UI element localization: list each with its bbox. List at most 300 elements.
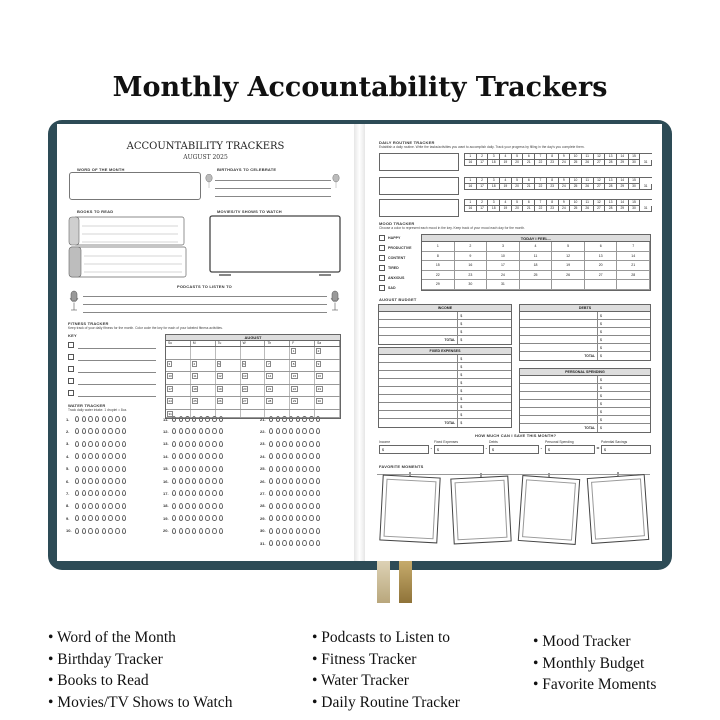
routine-day-cell[interactable]: 18 <box>488 184 500 190</box>
mood-key-swatch[interactable] <box>379 275 385 281</box>
routine-day-cell[interactable]: 14 <box>617 154 629 160</box>
water-droplet-icon[interactable] <box>185 515 189 521</box>
savings-amount-box[interactable]: $ <box>379 445 429 454</box>
water-droplet-icon[interactable] <box>296 528 300 534</box>
budget-amount-cell[interactable]: $ <box>460 357 463 361</box>
water-droplet-icon[interactable] <box>205 515 209 521</box>
fitness-key-swatch[interactable] <box>68 366 74 372</box>
water-droplet-icon[interactable] <box>179 478 183 484</box>
fitness-key-swatch[interactable] <box>68 390 74 396</box>
routine-day-cell[interactable]: 9 <box>559 200 571 206</box>
water-droplet-icon[interactable] <box>302 441 306 447</box>
calendar-day[interactable] <box>265 360 290 372</box>
budget-amount-cell[interactable]: $ <box>460 322 463 326</box>
budget-amount-cell[interactable]: $ <box>460 314 463 318</box>
mood-day-cell[interactable]: 14 <box>617 252 650 261</box>
water-droplet-icon[interactable] <box>282 490 286 496</box>
routine-day-cell[interactable]: 14 <box>617 200 629 206</box>
routine-day-cell[interactable]: 5 <box>512 154 524 160</box>
routine-day-cell[interactable]: 13 <box>605 178 617 184</box>
water-droplet-icon[interactable] <box>276 428 280 434</box>
routine-day-cell[interactable]: 21 <box>523 206 535 212</box>
water-droplet-icon[interactable] <box>179 428 183 434</box>
water-droplet-icon[interactable] <box>172 466 176 472</box>
photo-frame[interactable] <box>379 475 440 544</box>
water-droplet-icon[interactable] <box>95 528 99 534</box>
water-droplet-icon[interactable] <box>199 428 203 434</box>
water-droplet-icon[interactable] <box>276 478 280 484</box>
water-droplet-icon[interactable] <box>199 490 203 496</box>
water-droplet-icon[interactable] <box>212 466 216 472</box>
water-droplet-icon[interactable] <box>185 453 189 459</box>
water-droplet-icon[interactable] <box>276 416 280 422</box>
water-droplet-icon[interactable] <box>75 478 79 484</box>
water-droplet-icon[interactable] <box>108 441 112 447</box>
routine-day-cell[interactable]: 22 <box>535 160 547 166</box>
water-droplet-icon[interactable] <box>212 503 216 509</box>
water-droplet-icon[interactable] <box>172 416 176 422</box>
water-droplet-icon[interactable] <box>282 515 286 521</box>
water-droplet-icon[interactable] <box>75 453 79 459</box>
water-droplet-icon[interactable] <box>192 490 196 496</box>
water-droplet-icon[interactable] <box>269 503 273 509</box>
routine-day-cell[interactable]: 22 <box>535 184 547 190</box>
routine-day-cell[interactable]: 8 <box>547 200 559 206</box>
water-droplet-icon[interactable] <box>199 515 203 521</box>
water-droplet-icon[interactable] <box>212 441 216 447</box>
water-droplet-icon[interactable] <box>115 453 119 459</box>
routine-day-cell[interactable]: 10 <box>570 200 582 206</box>
mood-day-cell[interactable]: 22 <box>422 271 455 280</box>
water-droplet-icon[interactable] <box>316 478 320 484</box>
calendar-day[interactable] <box>216 347 241 359</box>
budget-amount-cell[interactable]: $ <box>600 354 602 358</box>
mood-key-swatch[interactable] <box>379 245 385 251</box>
water-droplet-icon[interactable] <box>95 453 99 459</box>
calendar-day[interactable] <box>191 360 216 372</box>
water-droplet-icon[interactable] <box>282 441 286 447</box>
routine-day-cell[interactable]: 5 <box>512 178 524 184</box>
mood-day-cell[interactable]: 31 <box>487 280 520 289</box>
calendar-day[interactable] <box>191 372 216 384</box>
routine-day-cell[interactable]: 18 <box>488 160 500 166</box>
water-droplet-icon[interactable] <box>115 416 119 422</box>
water-droplet-icon[interactable] <box>185 466 189 472</box>
routine-day-cell[interactable]: 1 <box>465 200 477 206</box>
water-droplet-icon[interactable] <box>296 428 300 434</box>
photo-frame[interactable] <box>518 475 580 545</box>
routine-day-cell[interactable]: 31 <box>640 184 652 190</box>
water-droplet-icon[interactable] <box>108 478 112 484</box>
mood-day-cell[interactable] <box>552 280 585 289</box>
routine-day-cell[interactable]: 8 <box>547 178 559 184</box>
routine-task-box[interactable] <box>379 153 459 171</box>
routine-day-cell[interactable]: 6 <box>523 200 535 206</box>
savings-amount-box[interactable]: $ <box>489 445 539 454</box>
routine-day-cell[interactable]: 9 <box>559 178 571 184</box>
water-droplet-icon[interactable] <box>219 466 223 472</box>
mood-day-cell[interactable]: 19 <box>552 261 585 270</box>
water-droplet-icon[interactable] <box>269 453 273 459</box>
routine-day-cell[interactable]: 9 <box>559 154 571 160</box>
routine-day-cell[interactable]: 17 <box>477 160 489 166</box>
water-droplet-icon[interactable] <box>185 490 189 496</box>
water-droplet-icon[interactable] <box>219 490 223 496</box>
water-droplet-icon[interactable] <box>316 515 320 521</box>
water-droplet-icon[interactable] <box>102 466 106 472</box>
calendar-day[interactable] <box>265 372 290 384</box>
routine-day-cell[interactable]: 30 <box>629 160 641 166</box>
water-droplet-icon[interactable] <box>192 453 196 459</box>
water-droplet-icon[interactable] <box>296 466 300 472</box>
water-droplet-icon[interactable] <box>102 515 106 521</box>
water-droplet-icon[interactable] <box>172 441 176 447</box>
water-droplet-icon[interactable] <box>179 490 183 496</box>
budget-amount-cell[interactable]: $ <box>600 386 602 390</box>
routine-day-cell[interactable]: 16 <box>465 160 477 166</box>
water-droplet-icon[interactable] <box>122 441 126 447</box>
water-droplet-icon[interactable] <box>276 466 280 472</box>
routine-day-cell[interactable]: 22 <box>535 206 547 212</box>
mood-key-swatch[interactable] <box>379 285 385 291</box>
water-droplet-icon[interactable] <box>269 540 273 546</box>
water-droplet-icon[interactable] <box>192 503 196 509</box>
water-droplet-icon[interactable] <box>102 428 106 434</box>
water-droplet-icon[interactable] <box>185 528 189 534</box>
mood-day-cell[interactable]: 17 <box>487 261 520 270</box>
routine-day-cell[interactable]: 14 <box>617 178 629 184</box>
budget-amount-cell[interactable]: $ <box>460 397 463 401</box>
water-droplet-icon[interactable] <box>115 515 119 521</box>
water-droplet-icon[interactable] <box>316 490 320 496</box>
routine-day-cell[interactable]: 25 <box>570 184 582 190</box>
water-droplet-icon[interactable] <box>282 453 286 459</box>
calendar-day[interactable] <box>315 360 340 372</box>
water-droplet-icon[interactable] <box>302 503 306 509</box>
routine-day-cell[interactable]: 18 <box>488 206 500 212</box>
mood-day-cell[interactable]: 1 <box>422 242 455 251</box>
water-droplet-icon[interactable] <box>122 416 126 422</box>
routine-day-cell[interactable]: 15 <box>629 178 641 184</box>
water-droplet-icon[interactable] <box>88 478 92 484</box>
routine-day-cell[interactable]: 17 <box>477 184 489 190</box>
water-droplet-icon[interactable] <box>179 528 183 534</box>
calendar-day[interactable] <box>191 347 216 359</box>
calendar-day[interactable] <box>315 385 340 397</box>
routine-day-cell[interactable]: 13 <box>605 200 617 206</box>
routine-day-cell[interactable]: 23 <box>547 184 559 190</box>
water-droplet-icon[interactable] <box>82 416 86 422</box>
budget-amount-cell[interactable]: $ <box>600 394 602 398</box>
water-droplet-icon[interactable] <box>219 503 223 509</box>
routine-day-cell[interactable]: 27 <box>594 206 606 212</box>
water-droplet-icon[interactable] <box>269 466 273 472</box>
water-droplet-icon[interactable] <box>309 453 313 459</box>
water-droplet-icon[interactable] <box>205 416 209 422</box>
water-droplet-icon[interactable] <box>282 540 286 546</box>
water-droplet-icon[interactable] <box>122 453 126 459</box>
routine-day-cell[interactable]: 7 <box>535 200 547 206</box>
calendar-day[interactable] <box>191 385 216 397</box>
water-droplet-icon[interactable] <box>82 466 86 472</box>
word-of-month-box[interactable] <box>69 172 201 200</box>
water-droplet-icon[interactable] <box>282 428 286 434</box>
water-droplet-icon[interactable] <box>289 490 293 496</box>
water-droplet-icon[interactable] <box>108 503 112 509</box>
mood-day-cell[interactable] <box>585 280 618 289</box>
water-droplet-icon[interactable] <box>185 441 189 447</box>
water-droplet-icon[interactable] <box>75 416 79 422</box>
routine-day-cell[interactable]: 7 <box>535 178 547 184</box>
routine-day-cell[interactable]: 30 <box>629 184 641 190</box>
water-droplet-icon[interactable] <box>219 528 223 534</box>
water-droplet-icon[interactable] <box>88 441 92 447</box>
mood-day-cell[interactable]: 7 <box>617 242 650 251</box>
calendar-day[interactable] <box>166 397 191 409</box>
water-droplet-icon[interactable] <box>185 416 189 422</box>
routine-day-cell[interactable]: 8 <box>547 154 559 160</box>
budget-amount-cell[interactable]: $ <box>600 338 602 342</box>
routine-day-cell[interactable]: 11 <box>582 200 594 206</box>
budget-amount-cell[interactable]: $ <box>600 330 602 334</box>
mood-day-cell[interactable]: 20 <box>585 261 618 270</box>
water-droplet-icon[interactable] <box>309 478 313 484</box>
routine-day-cell[interactable]: 4 <box>500 178 512 184</box>
water-droplet-icon[interactable] <box>289 478 293 484</box>
mood-day-cell[interactable]: 15 <box>422 261 455 270</box>
calendar-day[interactable] <box>315 372 340 384</box>
water-droplet-icon[interactable] <box>88 515 92 521</box>
budget-amount-cell[interactable]: $ <box>460 338 463 342</box>
water-droplet-icon[interactable] <box>192 428 196 434</box>
water-droplet-icon[interactable] <box>115 441 119 447</box>
water-droplet-icon[interactable] <box>269 490 273 496</box>
budget-amount-cell[interactable]: $ <box>600 426 602 430</box>
mood-day-cell[interactable]: 16 <box>455 261 488 270</box>
routine-day-cell[interactable]: 12 <box>594 178 606 184</box>
water-droplet-icon[interactable] <box>276 441 280 447</box>
routine-day-cell[interactable]: 27 <box>594 184 606 190</box>
water-droplet-icon[interactable] <box>205 528 209 534</box>
routine-day-cell[interactable]: 4 <box>500 154 512 160</box>
budget-amount-cell[interactable]: $ <box>460 413 463 417</box>
water-droplet-icon[interactable] <box>289 428 293 434</box>
water-droplet-icon[interactable] <box>88 416 92 422</box>
routine-day-cell[interactable]: 20 <box>512 160 524 166</box>
calendar-day[interactable] <box>315 397 340 409</box>
calendar-day[interactable] <box>241 397 266 409</box>
fitness-key-swatch[interactable] <box>68 378 74 384</box>
water-droplet-icon[interactable] <box>296 416 300 422</box>
water-droplet-icon[interactable] <box>75 515 79 521</box>
water-droplet-icon[interactable] <box>296 453 300 459</box>
water-droplet-icon[interactable] <box>122 528 126 534</box>
routine-day-cell[interactable]: 19 <box>500 206 512 212</box>
water-droplet-icon[interactable] <box>102 528 106 534</box>
water-droplet-icon[interactable] <box>82 441 86 447</box>
water-droplet-icon[interactable] <box>219 453 223 459</box>
routine-day-cell[interactable]: 10 <box>570 178 582 184</box>
water-droplet-icon[interactable] <box>309 503 313 509</box>
water-droplet-icon[interactable] <box>205 478 209 484</box>
routine-day-cell[interactable]: 1 <box>465 154 477 160</box>
water-droplet-icon[interactable] <box>269 441 273 447</box>
routine-day-cell[interactable]: 27 <box>594 160 606 166</box>
water-droplet-icon[interactable] <box>289 503 293 509</box>
routine-day-cell[interactable]: 29 <box>617 206 629 212</box>
fitness-key-swatch[interactable] <box>68 354 74 360</box>
water-droplet-icon[interactable] <box>302 453 306 459</box>
routine-day-cell[interactable]: 24 <box>559 184 571 190</box>
water-droplet-icon[interactable] <box>185 503 189 509</box>
calendar-day[interactable] <box>166 360 191 372</box>
fitness-key-swatch[interactable] <box>68 342 74 348</box>
water-droplet-icon[interactable] <box>192 528 196 534</box>
mood-day-cell[interactable]: 23 <box>455 271 488 280</box>
routine-day-cell[interactable]: 20 <box>512 206 524 212</box>
mood-day-cell[interactable]: 11 <box>520 252 553 261</box>
calendar-day[interactable] <box>241 347 266 359</box>
water-droplet-icon[interactable] <box>205 428 209 434</box>
mood-day-cell[interactable] <box>520 280 553 289</box>
mood-day-cell[interactable]: 25 <box>520 271 553 280</box>
water-droplet-icon[interactable] <box>172 515 176 521</box>
budget-amount-cell[interactable]: $ <box>600 402 602 406</box>
routine-day-cell[interactable]: 3 <box>488 154 500 160</box>
calendar-day[interactable] <box>216 385 241 397</box>
water-droplet-icon[interactable] <box>88 466 92 472</box>
routine-day-cell[interactable]: 26 <box>582 160 594 166</box>
water-droplet-icon[interactable] <box>75 503 79 509</box>
budget-amount-cell[interactable]: $ <box>600 314 602 318</box>
water-droplet-icon[interactable] <box>102 478 106 484</box>
water-droplet-icon[interactable] <box>199 478 203 484</box>
photo-frame[interactable] <box>450 476 511 545</box>
water-droplet-icon[interactable] <box>115 466 119 472</box>
water-droplet-icon[interactable] <box>75 490 79 496</box>
water-droplet-icon[interactable] <box>115 528 119 534</box>
water-droplet-icon[interactable] <box>282 466 286 472</box>
water-droplet-icon[interactable] <box>122 515 126 521</box>
water-droplet-icon[interactable] <box>289 466 293 472</box>
calendar-day[interactable] <box>290 360 315 372</box>
water-droplet-icon[interactable] <box>172 478 176 484</box>
calendar-day[interactable] <box>216 372 241 384</box>
water-droplet-icon[interactable] <box>316 503 320 509</box>
water-droplet-icon[interactable] <box>212 515 216 521</box>
routine-day-cell[interactable]: 4 <box>500 200 512 206</box>
water-droplet-icon[interactable] <box>199 453 203 459</box>
routine-day-cell[interactable]: 21 <box>523 160 535 166</box>
water-droplet-icon[interactable] <box>192 515 196 521</box>
water-droplet-icon[interactable] <box>199 441 203 447</box>
water-droplet-icon[interactable] <box>302 478 306 484</box>
water-droplet-icon[interactable] <box>82 528 86 534</box>
water-droplet-icon[interactable] <box>276 540 280 546</box>
water-droplet-icon[interactable] <box>302 540 306 546</box>
water-droplet-icon[interactable] <box>82 503 86 509</box>
water-droplet-icon[interactable] <box>276 528 280 534</box>
routine-day-cell[interactable]: 10 <box>570 154 582 160</box>
water-droplet-icon[interactable] <box>122 466 126 472</box>
water-droplet-icon[interactable] <box>205 503 209 509</box>
budget-amount-cell[interactable]: $ <box>460 373 463 377</box>
routine-day-cell[interactable]: 23 <box>547 160 559 166</box>
budget-amount-cell[interactable]: $ <box>460 330 463 334</box>
mood-day-cell[interactable]: 3 <box>487 242 520 251</box>
budget-amount-cell[interactable]: $ <box>460 405 463 409</box>
water-droplet-icon[interactable] <box>316 416 320 422</box>
water-droplet-icon[interactable] <box>282 478 286 484</box>
water-droplet-icon[interactable] <box>309 466 313 472</box>
calendar-day[interactable] <box>166 372 191 384</box>
water-droplet-icon[interactable] <box>172 453 176 459</box>
mood-day-cell[interactable]: 5 <box>552 242 585 251</box>
water-droplet-icon[interactable] <box>302 416 306 422</box>
routine-day-cell[interactable]: 24 <box>559 206 571 212</box>
water-droplet-icon[interactable] <box>316 528 320 534</box>
mood-day-cell[interactable]: 2 <box>455 242 488 251</box>
mood-key-swatch[interactable] <box>379 265 385 271</box>
mood-day-cell[interactable]: 12 <box>552 252 585 261</box>
routine-day-cell[interactable]: 11 <box>582 178 594 184</box>
water-droplet-icon[interactable] <box>309 540 313 546</box>
water-droplet-icon[interactable] <box>205 466 209 472</box>
routine-day-cell[interactable]: 19 <box>500 184 512 190</box>
routine-day-cell[interactable]: 12 <box>594 200 606 206</box>
water-droplet-icon[interactable] <box>269 428 273 434</box>
routine-day-cell[interactable]: 17 <box>477 206 489 212</box>
water-droplet-icon[interactable] <box>282 503 286 509</box>
water-droplet-icon[interactable] <box>95 441 99 447</box>
calendar-day[interactable] <box>166 385 191 397</box>
water-droplet-icon[interactable] <box>205 490 209 496</box>
routine-task-box[interactable] <box>379 177 459 195</box>
budget-amount-cell[interactable]: $ <box>600 322 602 326</box>
water-droplet-icon[interactable] <box>179 453 183 459</box>
water-droplet-icon[interactable] <box>115 490 119 496</box>
routine-day-cell[interactable]: 11 <box>582 154 594 160</box>
mood-key-swatch[interactable] <box>379 235 385 241</box>
routine-day-cell[interactable]: 24 <box>559 160 571 166</box>
water-droplet-icon[interactable] <box>302 528 306 534</box>
routine-day-cell[interactable]: 20 <box>512 184 524 190</box>
water-droplet-icon[interactable] <box>316 540 320 546</box>
water-droplet-icon[interactable] <box>95 503 99 509</box>
water-droplet-icon[interactable] <box>88 528 92 534</box>
water-droplet-icon[interactable] <box>88 503 92 509</box>
routine-day-cell[interactable]: 16 <box>465 184 477 190</box>
water-droplet-icon[interactable] <box>122 428 126 434</box>
budget-amount-cell[interactable]: $ <box>460 381 463 385</box>
calendar-day[interactable] <box>265 397 290 409</box>
water-droplet-icon[interactable] <box>212 428 216 434</box>
water-droplet-icon[interactable] <box>219 441 223 447</box>
water-droplet-icon[interactable] <box>95 490 99 496</box>
water-droplet-icon[interactable] <box>296 515 300 521</box>
water-droplet-icon[interactable] <box>88 490 92 496</box>
budget-amount-cell[interactable]: $ <box>600 418 602 422</box>
water-droplet-icon[interactable] <box>102 503 106 509</box>
water-droplet-icon[interactable] <box>316 428 320 434</box>
calendar-day[interactable] <box>265 385 290 397</box>
routine-day-cell[interactable]: 15 <box>629 154 641 160</box>
water-droplet-icon[interactable] <box>219 478 223 484</box>
calendar-day[interactable] <box>241 385 266 397</box>
water-droplet-icon[interactable] <box>289 416 293 422</box>
water-droplet-icon[interactable] <box>179 416 183 422</box>
water-droplet-icon[interactable] <box>185 428 189 434</box>
